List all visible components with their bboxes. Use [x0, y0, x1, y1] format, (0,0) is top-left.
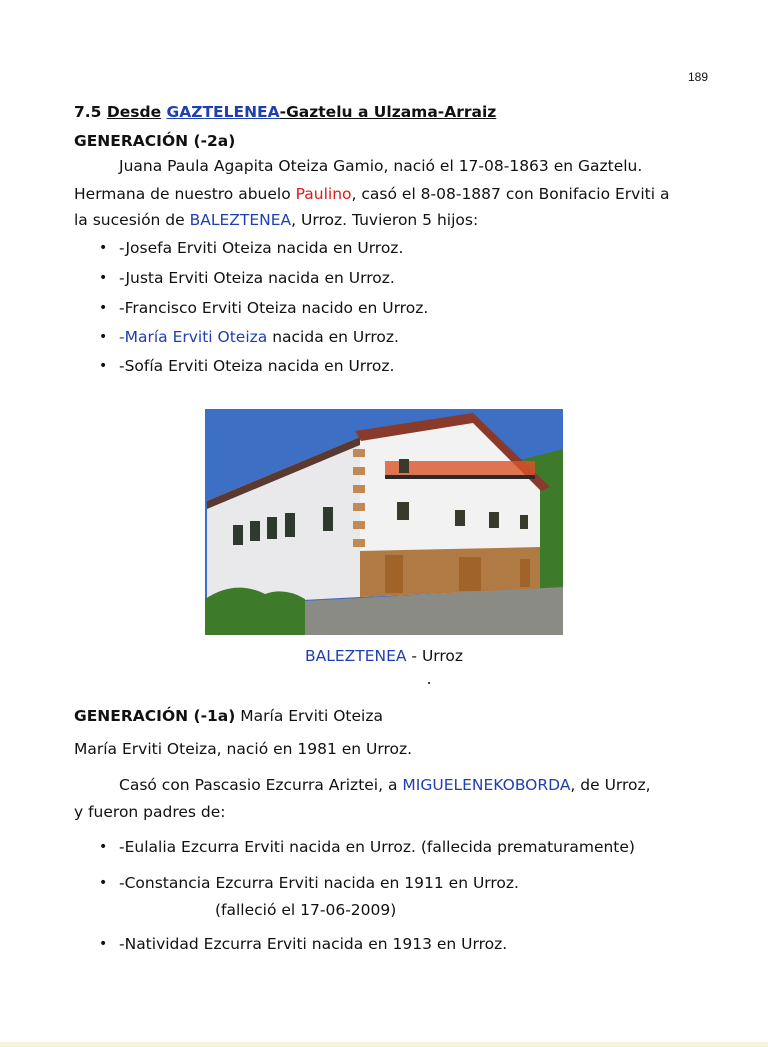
page-number: 189: [687, 70, 708, 84]
gen2-line2-text-b: , casó el 8-08-1887 con Bonifacio Erviti a: [351, 185, 670, 203]
gen1-children-list: [74, 837, 635, 893]
caption-rest: - Urroz: [406, 647, 464, 665]
door-1: [385, 555, 403, 593]
gen1-children-list-cont: [74, 934, 507, 954]
list-item: • -Justa Erviti Oteiza nacida en Urroz.: [74, 268, 428, 288]
child4-rest: nacida en Urroz.: [267, 328, 399, 346]
gen1-heading-name: María Erviti Oteiza: [235, 707, 383, 725]
list-item: [74, 327, 428, 347]
gen1-line2-text-b: , de Urroz,: [570, 776, 651, 794]
list-item: • -Natividad Ezcurra Erviti nacida en 1913 en Urroz.: [74, 934, 507, 954]
list-item: • -Sofía Erviti Oteiza nacida en Urroz.: [74, 356, 428, 376]
gen1-child2-note: (falleció el 17-06-2009): [215, 901, 397, 919]
baleztenea-link[interactable]: BALEZTENEA: [189, 211, 292, 229]
gen2-line2-text-a: Hermana de nuestro abuelo: [74, 185, 296, 203]
gen1-paragraph-line-3: y fueron padres de:: [74, 803, 226, 821]
generation-minus-2-heading: GENERACIÓN (-2a): [74, 132, 236, 150]
section-rest: -Gaztelu a Ulzama-Arraiz: [279, 103, 497, 121]
gen2-paragraph-line-3: [74, 210, 478, 230]
gen2-line3-text-a: la sucesión de: [74, 211, 190, 229]
gen1-line2-text-a: Casó con Pascasio Ezcurra Ariztei, a: [119, 776, 403, 794]
gaztelenea-link[interactable]: GAZTELENEA: [166, 103, 280, 121]
list-item: • -Francisco Erviti Oteiza nacido en Urroz.: [74, 298, 428, 318]
generation-minus-1-heading: [74, 706, 383, 726]
miguelenekoborda-link[interactable]: MIGUELENEKOBORDA: [402, 776, 571, 794]
door-3: [520, 559, 530, 587]
bottom-strip: [0, 1042, 768, 1047]
gen1-heading-label: GENERACIÓN (-1a): [74, 707, 236, 725]
gen1-paragraph-line-2: [119, 775, 651, 795]
bushes: [205, 588, 305, 635]
photo-caption: [205, 647, 563, 665]
gen2-line3-text-b: , Urroz. Tuvieron 5 hijos:: [291, 211, 479, 229]
list-item: • -Eulalia Ezcurra Erviti nacida en Urroz. (fallecida prematuramente): [74, 837, 635, 857]
list-item: • -Josefa Erviti Oteiza nacida en Urroz.: [74, 238, 428, 258]
section-heading: [74, 102, 496, 122]
balcony-rail: [385, 475, 535, 479]
maria-erviti-oteiza-link[interactable]: -María Erviti Oteiza: [119, 328, 268, 346]
baleztenea-house-photo: [205, 409, 563, 635]
stray-dot: [428, 682, 430, 684]
gen1-paragraph-line-1: María Erviti Oteiza, nació en 1981 en Urroz.: [74, 740, 413, 758]
gen2-paragraph-line-2: [74, 184, 669, 204]
caption-baleztenea-link[interactable]: BALEZTENEA: [304, 647, 407, 665]
gen2-paragraph-line-1: Juana Paula Agapita Oteiza Gamio, nació el 17-08-1863 en Gaztelu.: [119, 157, 643, 175]
section-number: 7.5: [74, 103, 102, 121]
section-prefix: Desde: [106, 103, 162, 121]
gen2-children-list: [74, 238, 428, 376]
list-item: • -Constancia Ezcurra Erviti nacida en 1911 en Urroz.: [74, 873, 635, 893]
paulino-name: Paulino: [295, 185, 352, 203]
door-2: [459, 557, 481, 591]
